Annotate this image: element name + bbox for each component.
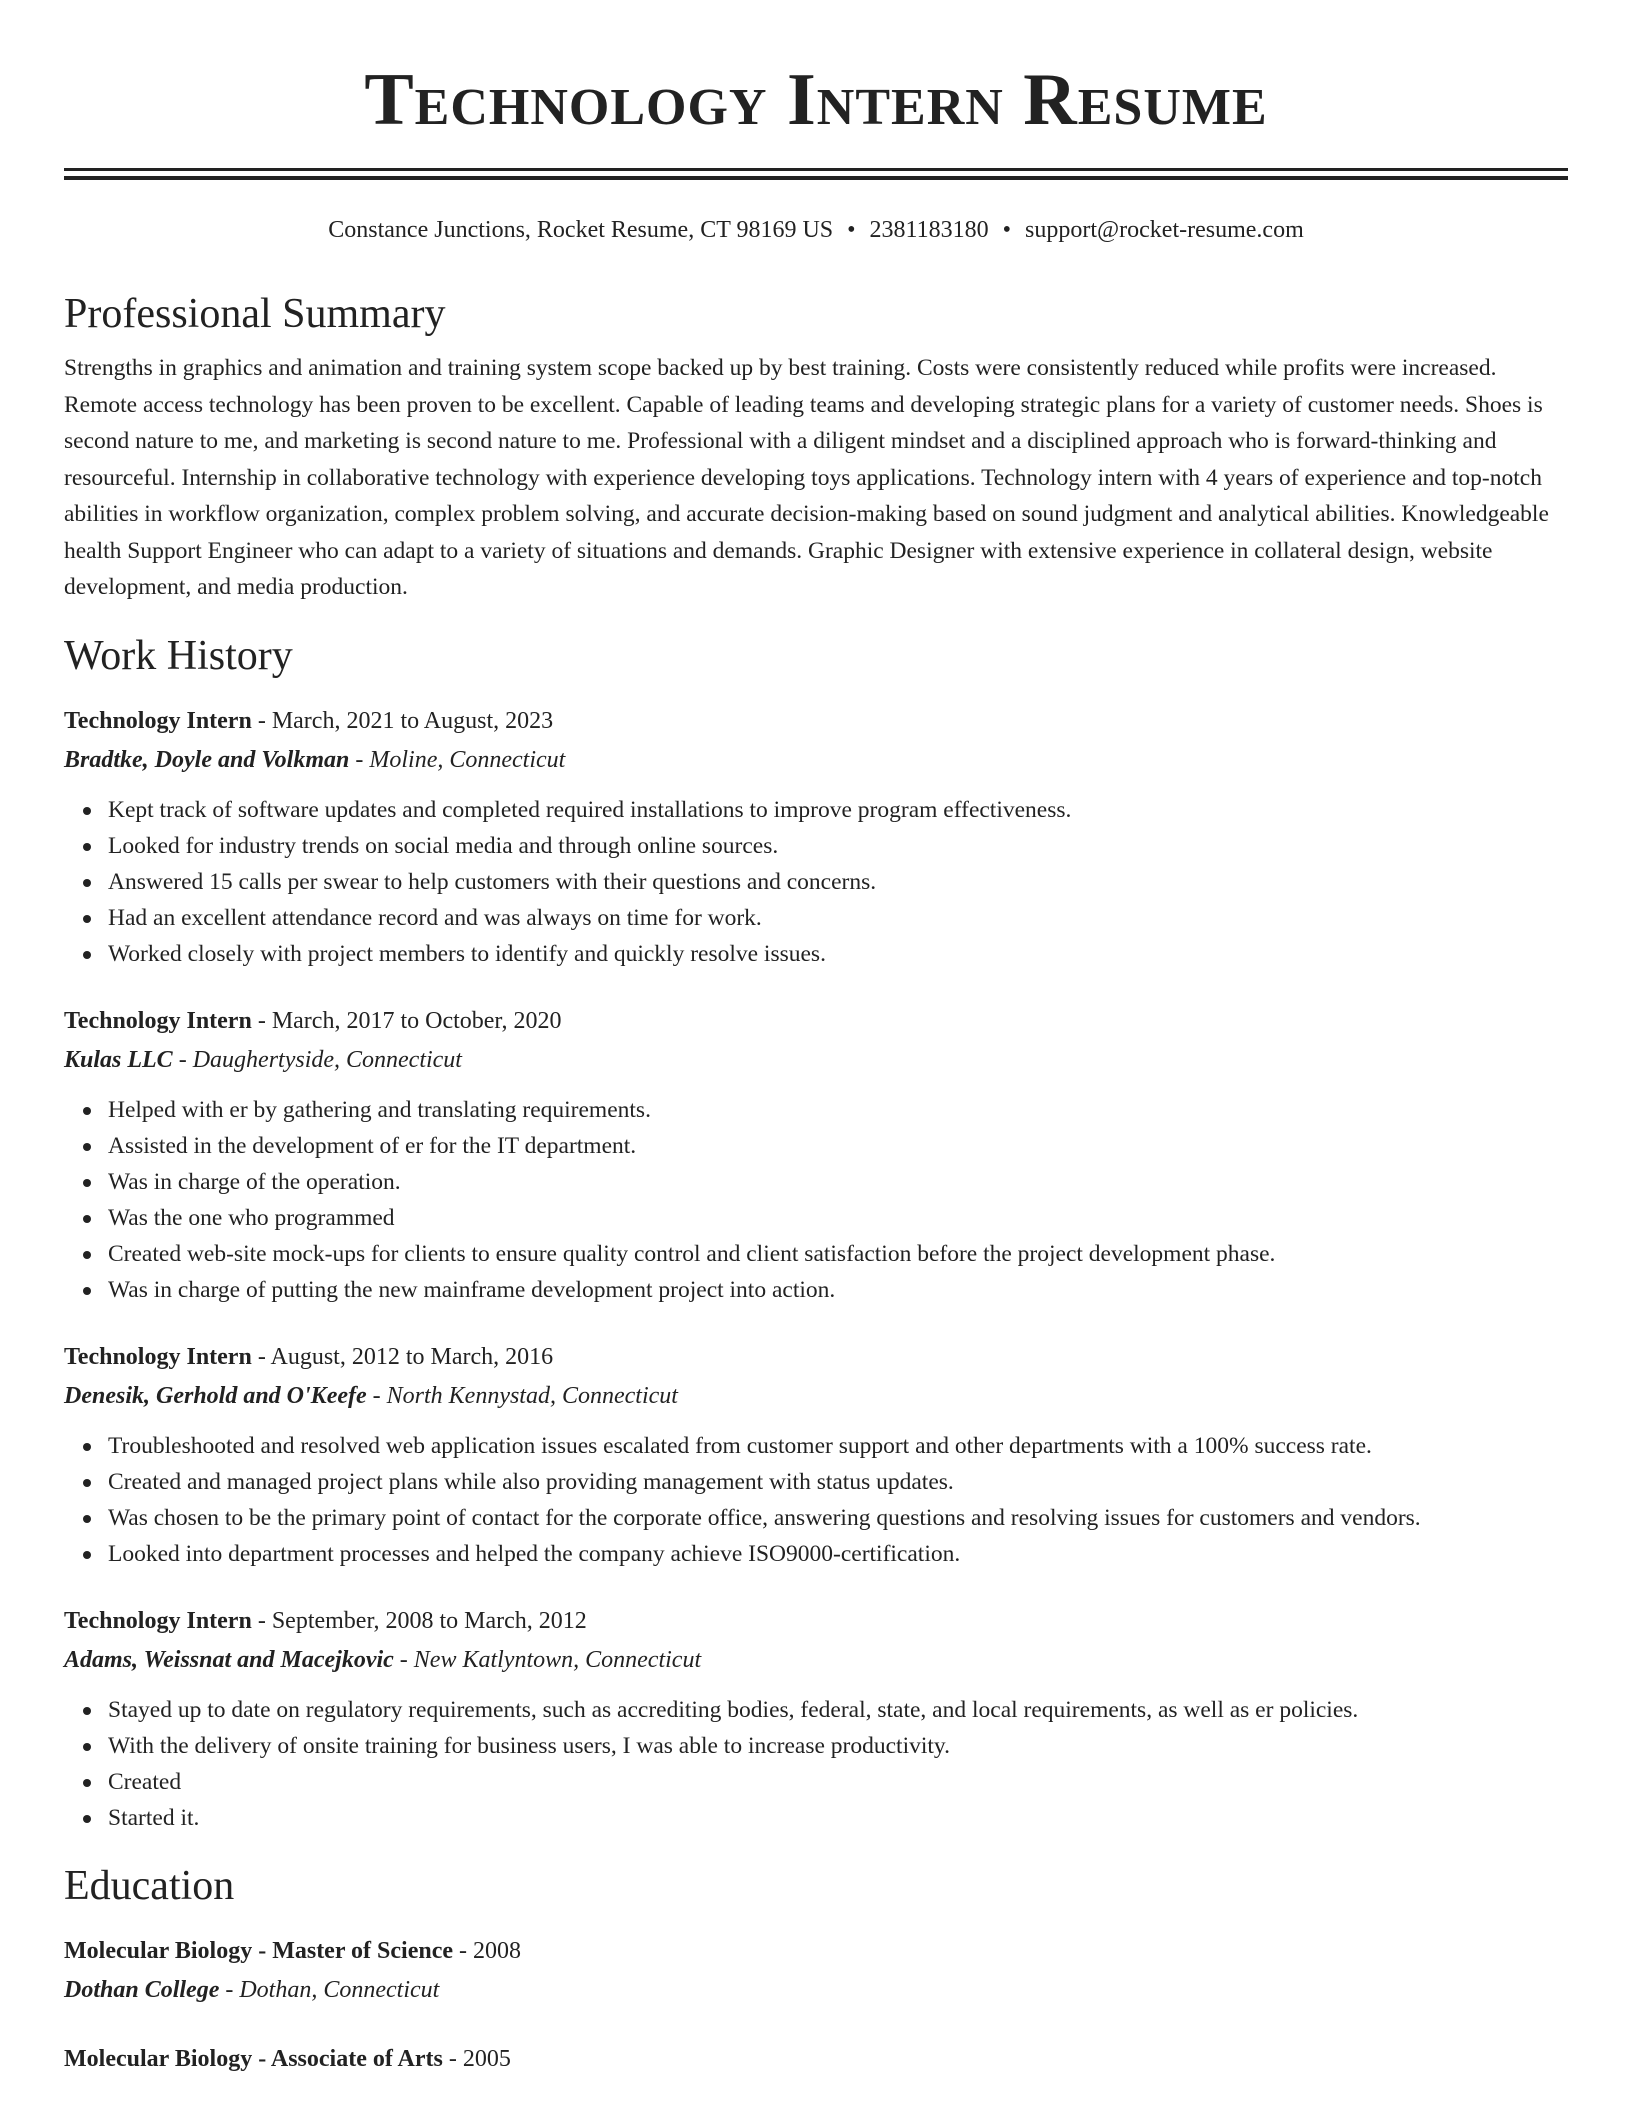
education-heading: Education	[64, 1862, 235, 1909]
dash: -	[453, 1937, 474, 1964]
dash: -	[251, 707, 272, 734]
job-bullets	[64, 1692, 1568, 1836]
contact-phone: 2381183180	[869, 217, 989, 243]
degree: Molecular Biology - Associate of Arts	[64, 2045, 443, 2072]
job-title: Technology Intern	[64, 1343, 252, 1370]
job-bullet: Was chosen to be the primary point of contact for the corporate office, answering questions and resolving issues for customers and vendors.	[108, 1500, 1568, 1536]
company-name: Kulas LLC	[64, 1046, 173, 1073]
job-bullet: Created web-site mock-ups for clients to ensure quality control and client satisfaction before the project development phase.	[108, 1236, 1568, 1272]
dash: -	[442, 2045, 463, 2072]
job-dates: March, 2017 to October, 2020	[271, 1007, 562, 1034]
job-title-line	[64, 702, 1568, 741]
job-entry	[64, 1602, 1568, 1836]
dash: -	[366, 1382, 387, 1409]
job-entry	[64, 1002, 1568, 1308]
graduation-year: 2008	[473, 1937, 522, 1964]
job-bullets	[64, 1428, 1568, 1572]
dash: -	[251, 1007, 272, 1034]
contact-email: support@rocket-resume.com	[1025, 217, 1304, 243]
job-bullet: Looked into department processes and helped the company achieve ISO9000-certification.	[108, 1536, 1568, 1572]
school-location: Dothan, Connecticut	[239, 1976, 440, 2003]
title-divider-bottom	[64, 176, 1568, 180]
degree: Molecular Biology - Master of Science	[64, 1937, 454, 1964]
company-location: New Katlyntown, Connecticut	[413, 1646, 702, 1673]
job-bullet: Started it.	[108, 1800, 1568, 1836]
dash: -	[349, 746, 370, 773]
job-title: Technology Intern	[64, 1007, 252, 1034]
job-bullet: Helped with er by gathering and translating requirements.	[108, 1092, 1568, 1128]
company-line	[64, 741, 1568, 780]
company-location: Moline, Connecticut	[369, 746, 566, 773]
company-line	[64, 1641, 1568, 1680]
dash: -	[172, 1046, 193, 1073]
job-bullet: Answered 15 calls per swear to help customers with their questions and concerns.	[108, 864, 1568, 900]
resume-title: Technology Intern Resume	[364, 59, 1268, 141]
job-bullet: Worked closely with project members to identify and quickly resolve issues.	[108, 936, 1568, 972]
job-dates: September, 2008 to March, 2012	[271, 1607, 587, 1634]
school-name: Dothan College	[64, 1976, 220, 2003]
company-name: Bradtke, Doyle and Volkman	[64, 746, 350, 773]
company-location: Daughertyside, Connecticut	[192, 1046, 462, 1073]
job-title-line	[64, 1602, 1568, 1641]
school-line	[64, 1971, 1568, 2010]
job-title-line	[64, 1338, 1568, 1377]
job-bullet: Stayed up to date on regulatory requirements, such as accrediting bodies, federal, state, and local requirements, as well as er policies.	[108, 1692, 1568, 1728]
job-bullet: Assisted in the development of er for the IT department.	[108, 1128, 1568, 1164]
job-dates: August, 2012 to March, 2016	[270, 1343, 554, 1370]
company-line	[64, 1377, 1568, 1416]
summary-heading: Professional Summary	[64, 291, 446, 337]
degree-line	[64, 1932, 1568, 1971]
job-bullet: Was in charge of the operation.	[108, 1164, 1568, 1200]
job-bullet: Was in charge of putting the new mainframe development project into action.	[108, 1272, 1568, 1308]
job-bullet: With the delivery of onsite training for business users, I was able to increase productivity.	[108, 1728, 1568, 1764]
job-title: Technology Intern	[64, 1607, 252, 1634]
resume-page	[64, 0, 1568, 2079]
dash: -	[251, 1343, 271, 1370]
contact-separator: •	[847, 217, 856, 243]
education-entry	[64, 2040, 1568, 2079]
job-bullet: Created	[108, 1764, 1568, 1800]
job-bullet: Looked for industry trends on social media and through online sources.	[108, 828, 1568, 864]
job-title-line	[64, 1002, 1568, 1041]
job-entry	[64, 1338, 1568, 1572]
job-bullet: Kept track of software updates and completed required installations to improve program effectiveness.	[108, 792, 1568, 828]
job-bullets	[64, 1092, 1568, 1308]
graduation-year: 2005	[462, 2045, 511, 2072]
job-bullets	[64, 792, 1568, 972]
contact-separator: •	[1002, 217, 1012, 243]
job-dates: March, 2021 to August, 2023	[271, 707, 554, 734]
job-bullet: Was the one who programmed	[108, 1200, 1568, 1236]
work-history-heading: Work History	[64, 632, 293, 679]
company-name: Denesik, Gerhold and O'Keefe	[64, 1382, 367, 1409]
company-name: Adams, Weissnat and Macejkovic	[64, 1646, 394, 1673]
job-bullet: Had an excellent attendance record and was always on time for work.	[108, 900, 1568, 936]
contact-address: Constance Junctions, Rocket Resume, CT 98169 US	[328, 217, 834, 243]
dash: -	[251, 1607, 272, 1634]
summary-text: Strengths in graphics and animation and training system scope backed up by best training. Costs were consistently reduced while profits were increased. Remote access technology has been proven to be excellent. Capable of leading teams and developing strategic plans for a variety of customer needs. Shoes is second nature to me, and marketing is second nature to me. Professional with a diligent mindset and a disciplined approach who is forward-thinking and resourceful. Internship in collaborative technology with experience developing toys applications. Technology intern with 4 years of experience and top-notch abilities in workflow organization, complex problem solving, and accurate decision-making based on sound judgment and analytical abilities. Knowledgeable health Support Engineer who can adapt to a variety of situations and demands. Graphic Designer with extensive experience in collateral design, website development, and media production.	[64, 355, 1549, 600]
title-divider-top	[64, 168, 1568, 171]
job-title: Technology Intern	[64, 707, 252, 734]
job-bullet: Troubleshooted and resolved web application issues escalated from customer support and other departments with a 100% success rate.	[108, 1428, 1568, 1464]
dash: -	[219, 1976, 240, 2003]
job-entry	[64, 702, 1568, 972]
contact-line	[64, 214, 1568, 246]
job-bullet: Created and managed project plans while also providing management with status updates.	[108, 1464, 1568, 1500]
degree-line	[64, 2040, 1568, 2079]
dash: -	[393, 1646, 414, 1673]
education-entry	[64, 1932, 1568, 2010]
company-location: North Kennystad, Connecticut	[386, 1382, 678, 1409]
company-line	[64, 1041, 1568, 1080]
